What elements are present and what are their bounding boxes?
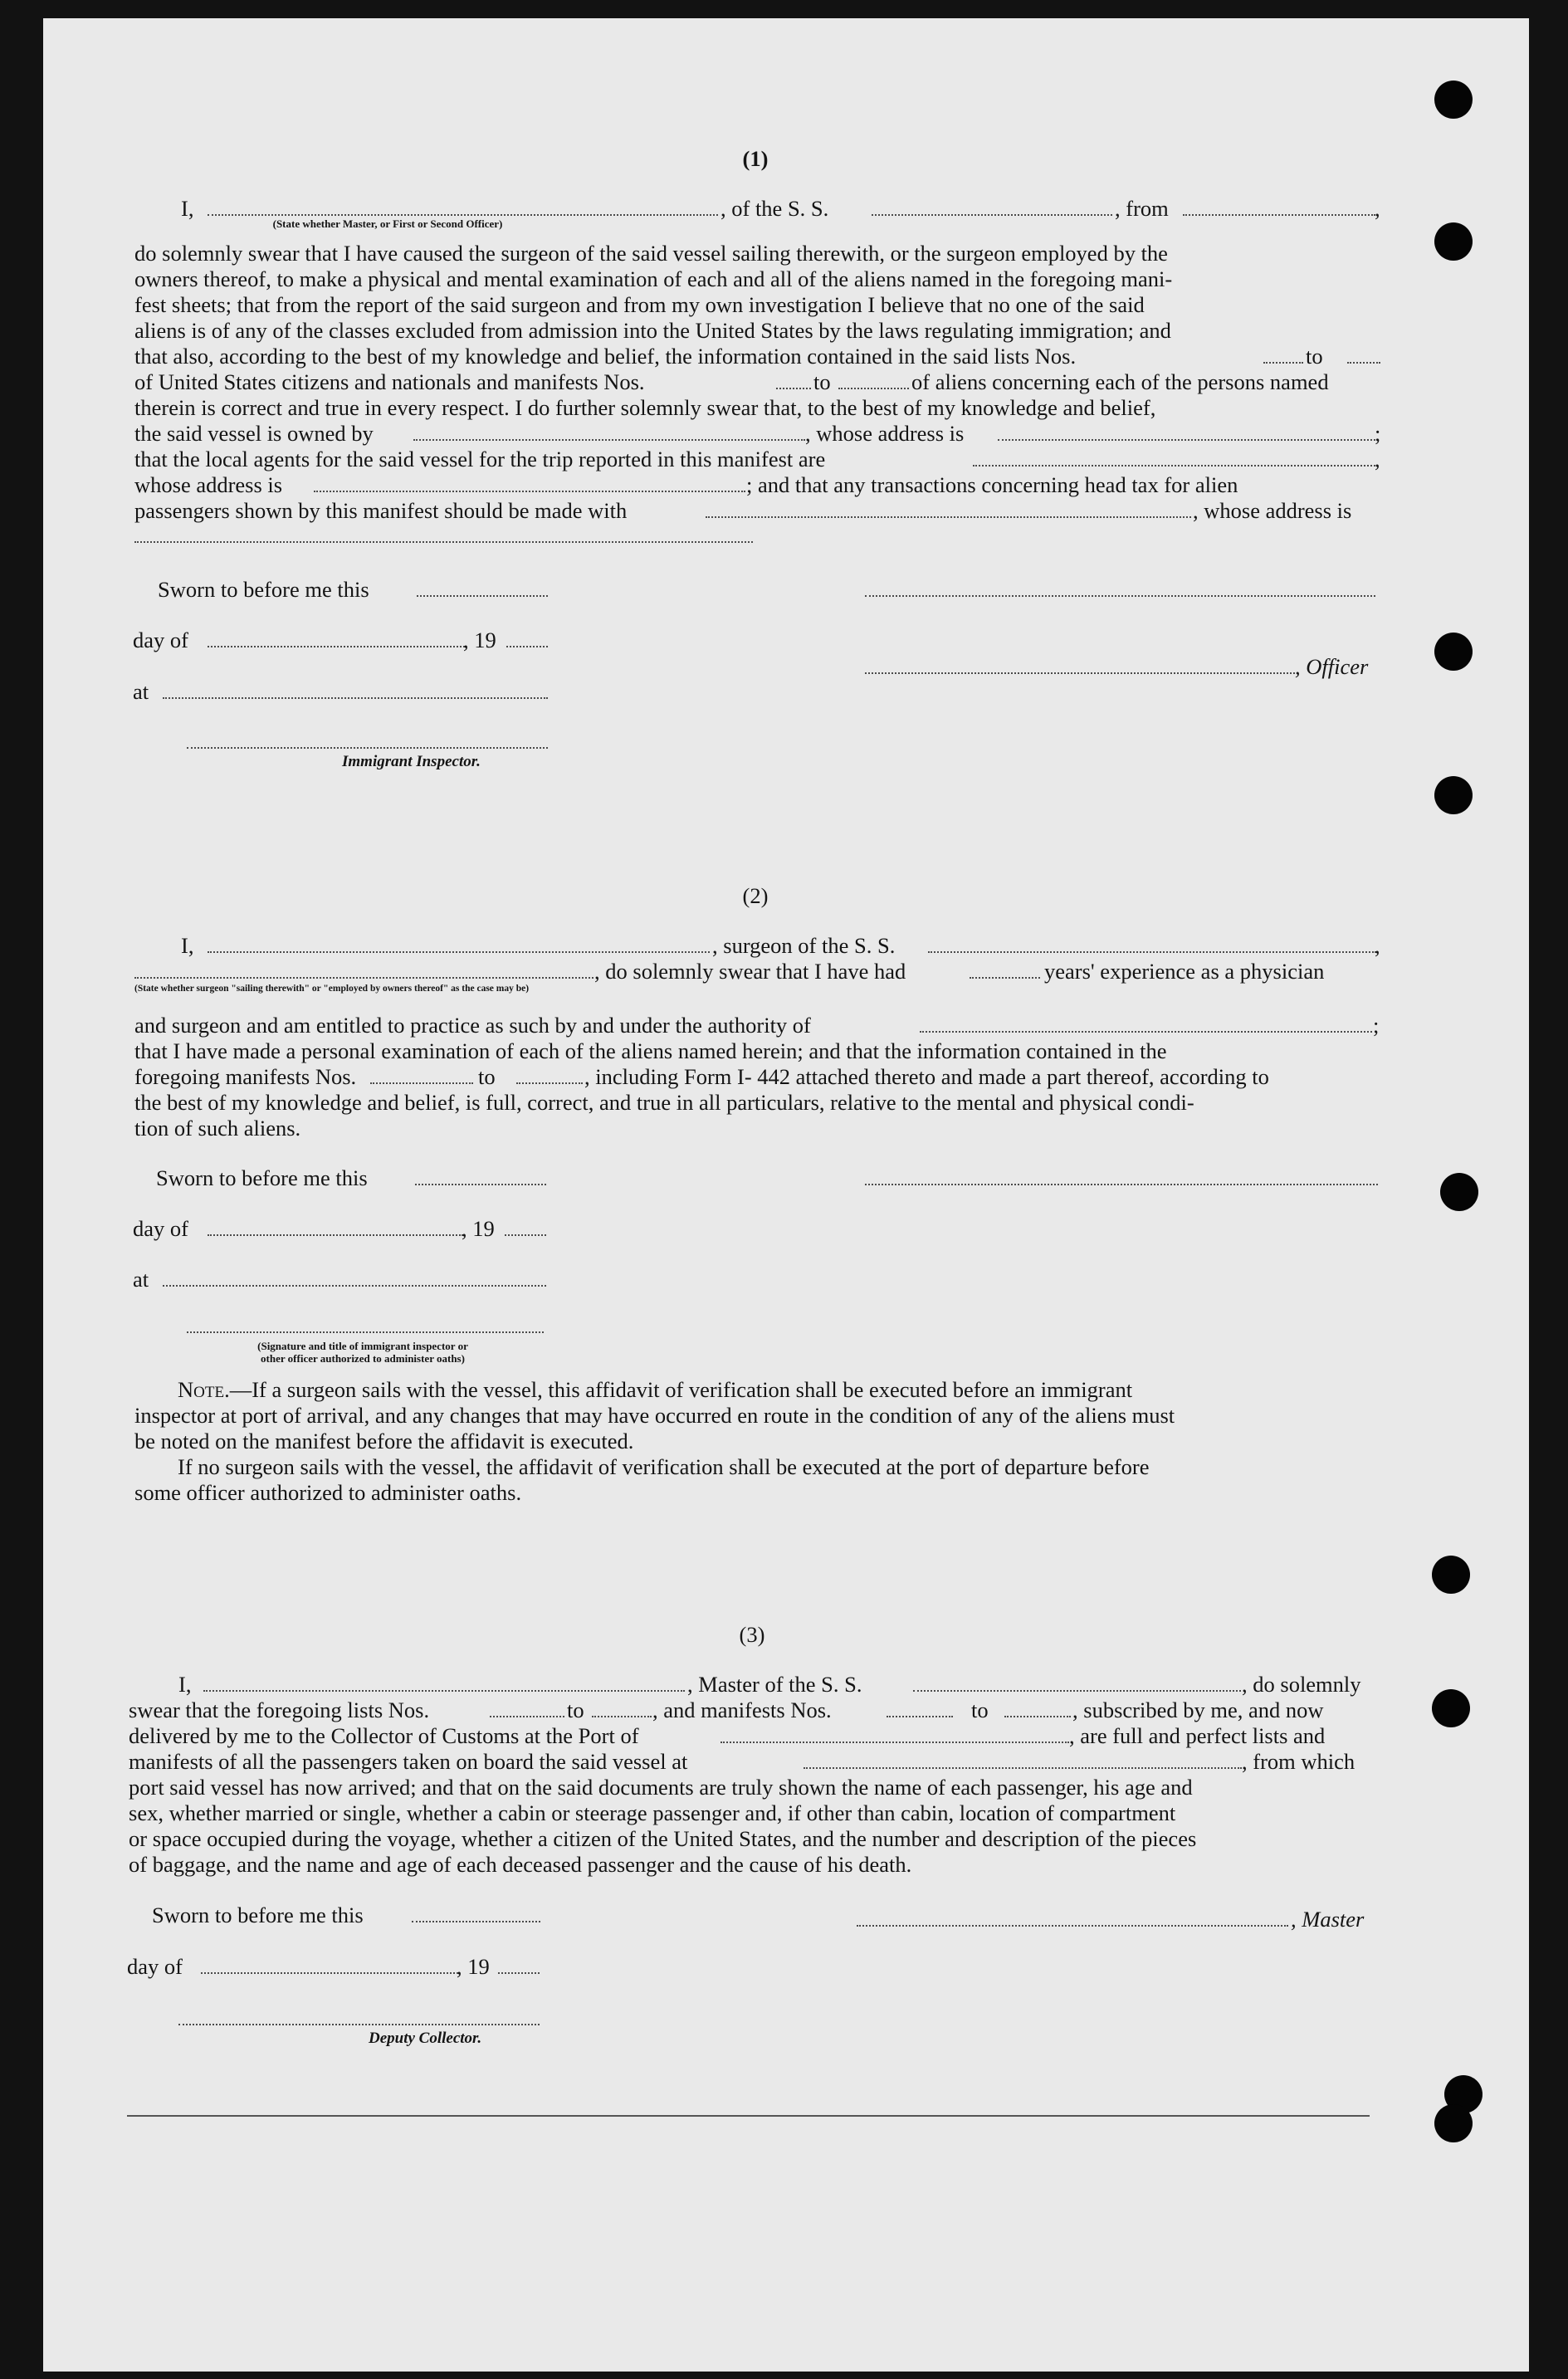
s3-line: of baggage, and the name and age of each deceased passenger and the cause of his death. [129,1852,912,1877]
s1-from-label: , from [1115,196,1169,221]
s1-of-ss-label: , of the S. S. [720,196,829,221]
surgeon-status-field[interactable] [134,977,593,979]
officer-rank-field[interactable] [208,214,718,216]
s3-to-label: to [971,1698,989,1722]
s3-manifests-from-field[interactable] [887,1716,953,1717]
agents-address-field[interactable] [314,491,745,492]
master-signature-field[interactable] [857,1925,1288,1927]
binder-hole [1434,222,1473,261]
s2-vessel-field[interactable] [928,951,1376,953]
s2-swear-text: , do solemnly swear that I have had [594,959,906,984]
bottom-rule [127,2115,1370,2117]
note-text: —If a surgeon sails with the vessel, this affidavit of verification shall be executed before an immigrant [229,1377,1133,1402]
section-2-number: (2) [742,883,769,908]
s2-to-label: to [478,1064,496,1089]
s1-month-field[interactable] [208,646,465,647]
s3-to-label: to [567,1698,584,1722]
s1-agents-address-text: whose address is [134,472,283,497]
binder-hole [1434,776,1473,814]
s2-comma: , [1375,933,1380,958]
s3-line: sex, whether married or single, whether a cabin or steerage passenger and, if other than cabin, location of compartment [129,1800,1176,1825]
s2-line: that I have made a personal examination of each of the aliens named herein; and that the information contained in the [134,1038,1167,1063]
s3-master-of-ss-label: , Master of the S. S. [687,1672,862,1697]
departure-port-field[interactable] [804,1767,1242,1769]
s3-day-of-label: day of [127,1954,183,1979]
s1-rank-caption: (State whether Master, or First or Second Officer) [272,217,503,230]
port-field[interactable] [720,1742,1069,1743]
s1-line: fest sheets; that from the report of the said surgeon and from my own investigation I believe that no one of the said [134,292,1145,317]
master-name-field[interactable] [203,1690,685,1692]
s1-to-label: to [813,369,831,394]
s1-owner-address-text: , whose address is [805,421,965,446]
s2-at-label: at [133,1267,149,1292]
s1-manifests-from-field[interactable] [776,388,811,389]
s2-sworn-label: Sworn to before me this [156,1165,368,1190]
s2-line: tion of such aliens. [134,1116,301,1141]
s2-physician-text: years' experience as a physician [1044,959,1325,984]
note-line: be noted on the manifest before the affidavit is executed. [134,1429,634,1453]
s1-lists-text: that also, according to the best of my knowledge and belief, the information contained in the said lists Nos. [134,344,1077,369]
s3-year-label: , 19 [457,1954,490,1979]
s3-month-field[interactable] [201,1972,458,1974]
s1-sworn-day-field[interactable] [417,595,548,597]
s2-status-caption: (State whether surgeon "sailing therewith" or "employed by owners thereof" as the case may be) [134,984,530,994]
s1-line: aliens is of any of the classes excluded from admission into the United States by the laws regulating immigration; and [134,318,1171,343]
s3-solemnly-text: , do solemnly [1242,1672,1361,1697]
s2-signature-caption: (Signature and title of immigrant inspector or [257,1340,468,1352]
binder-hole [1434,81,1473,119]
s1-aliens-text: of aliens concerning each of the persons named [911,369,1329,394]
s1-year-field[interactable] [506,646,548,647]
s3-line: port said vessel has now arrived; and that on the said documents are truly shown the name of each passenger, his age and [129,1775,1193,1800]
s3-subscribed-text: , subscribed by me, and now [1072,1698,1324,1722]
s2-line: the best of my knowledge and belief, is full, correct, and true in all particulars, relative to the mental and physical condi- [134,1090,1194,1115]
s1-lists-from-field[interactable] [1263,362,1303,364]
s2-surgeon-of-ss-label: , surgeon of the S. S. [712,933,896,958]
surgeon-signature-field[interactable] [865,1184,1378,1185]
s3-full-lists-text: , are full and perfect lists and [1069,1723,1326,1748]
s3-manifests-to-field[interactable] [1004,1716,1071,1717]
s3-port-text: delivered by me to the Collector of Customs at the Port of [129,1723,639,1748]
s3-sworn-day-field[interactable] [412,1921,540,1922]
s3-taken-on-board-text: manifests of all the passengers taken on board the said vessel at [129,1749,688,1774]
s3-sworn-label: Sworn to before me this [152,1903,364,1927]
note-label: Note. [178,1377,230,1402]
s1-line: therein is correct and true in every respect. I do further solemnly swear that, to the best of my knowledge and belief, [134,395,1156,420]
s1-vessel-field[interactable] [872,214,1112,216]
s3-lists-text: swear that the foregoing lists Nos. [129,1698,430,1722]
s1-manifests-text: of United States citizens and nationals and manifests Nos. [134,369,645,394]
s1-year-label: , 19 [463,628,496,652]
s1-line: do solemnly swear that I have caused the surgeon of the said vessel sailing therewith, or the surgeon employed by the [134,241,1168,266]
section-3-number: (3) [739,1622,765,1647]
s2-i-label: I, [181,933,194,958]
s1-head-tax-text: ; and that any transactions concerning head tax for alien [746,472,1238,497]
binder-hole [1434,633,1473,671]
s1-day-of-label: day of [133,628,188,652]
s1-to-label: to [1306,344,1323,369]
practice-authority-field[interactable] [920,1031,1372,1033]
binder-hole [1432,1689,1470,1727]
head-tax-payee-field[interactable] [706,516,1191,518]
immigrant-inspector-label: Immigrant Inspector. [342,753,481,770]
s2-month-field[interactable] [208,1234,463,1236]
s2-manifests-text: foregoing manifests Nos. [134,1064,357,1089]
years-experience-field[interactable] [970,977,1040,979]
s1-place-field[interactable] [163,697,548,699]
section-1-number: (1) [742,146,769,171]
s3-from-which-text: , from which [1242,1749,1356,1774]
s3-line: or space occupied during the voyage, whether a citizen of the United States, and the number and description of the pieces [129,1826,1197,1851]
s1-comma: , [1375,196,1380,221]
s1-lists-to-field[interactable] [1347,362,1380,364]
s2-authority-text: and surgeon and am entitled to practice as such by and under the authority of [134,1013,811,1038]
note-line: some officer authorized to administer oaths. [134,1480,522,1505]
officer-label: , Officer [1295,654,1369,679]
local-agents-field[interactable] [973,465,1375,467]
s2-signature-caption: other officer authorized to administer oaths) [261,1352,465,1365]
s1-line: owners thereof, to make a physical and mental examination of each and all of the aliens named in the foregoing mani- [134,266,1173,291]
s1-owned-by-text: the said vessel is owned by [134,421,374,446]
s3-lists-to-field[interactable] [592,1716,652,1717]
s3-i-label: I, [178,1672,192,1697]
s2-form-text: , including Form I- 442 attached thereto and made a part thereof, according to [584,1064,1269,1089]
owner-address-field[interactable] [998,439,1375,441]
s1-semicolon: ; [1375,421,1381,446]
s2-manifests-from-field[interactable] [370,1082,473,1084]
deputy-collector-label: Deputy Collector. [369,2030,482,2047]
s2-manifests-to-field[interactable] [516,1082,583,1084]
officer-title-field[interactable] [865,672,1295,674]
inspector-signature-field[interactable] [187,1331,544,1333]
s1-from-field[interactable] [1183,214,1375,216]
s1-at-label: at [133,679,149,704]
s1-sworn-label: Sworn to before me this [158,577,369,602]
s3-manifests-text: , and manifests Nos. [652,1698,832,1722]
s2-sworn-day-field[interactable] [415,1184,546,1185]
s1-agents-text: that the local agents for the said vessel for the trip reported in this manifest are [134,447,826,471]
binder-hole [1432,1556,1470,1594]
deputy-collector-signature-field[interactable] [178,2024,540,2025]
surgeon-name-field[interactable] [208,951,710,953]
binder-hole [1434,2104,1473,2142]
note-line: If no surgeon sails with the vessel, the affidavit of verification shall be executed at the port of departure before [178,1454,1150,1479]
s1-comma: , [1375,447,1380,471]
officer-signature-field[interactable] [865,595,1375,597]
s3-vessel-field[interactable] [913,1690,1241,1692]
s1-payee-address-text: , whose address is [1193,498,1352,523]
vessel-owner-field[interactable] [413,439,805,441]
binder-hole [1440,1173,1478,1211]
payee-address-field[interactable] [134,541,753,543]
s2-year-label: , 19 [462,1216,495,1241]
s2-semicolon: ; [1373,1013,1380,1038]
immigrant-inspector-signature-field[interactable] [187,747,548,749]
s2-year-field[interactable] [505,1234,546,1236]
note-line: inspector at port of arrival, and any changes that may have occurred en route in the condition of any of the aliens must [134,1403,1175,1428]
s3-year-field[interactable] [498,1972,540,1974]
master-label: , Master [1291,1907,1365,1932]
s2-day-of-label: day of [133,1216,188,1241]
note-heading [178,1379,1132,1401]
s1-i-label: I, [181,196,194,221]
s2-place-field[interactable] [163,1285,546,1287]
s1-passengers-text: passengers shown by this manifest should be made with [134,498,628,523]
s1-manifests-to-field[interactable] [838,388,909,389]
s3-lists-from-field[interactable] [490,1716,564,1717]
